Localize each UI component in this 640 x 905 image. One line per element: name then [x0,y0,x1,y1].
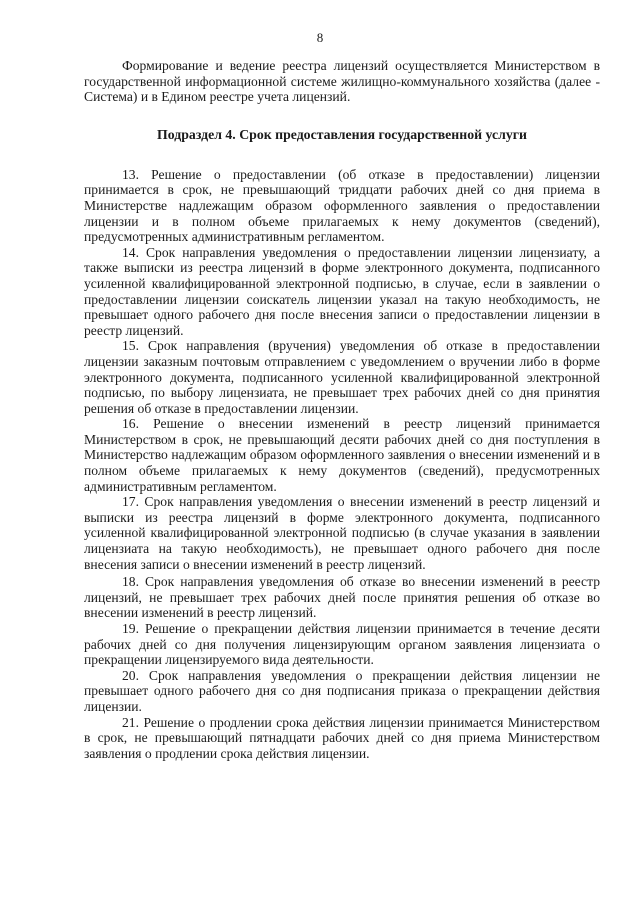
paragraph-15: 15. Срок направления (вручения) уведомления об отказе в предоставлении лицензии заказным почтовым отправлением с уведомлением о вручении либо в форме электронного документа, подписанного усиленной квалифицированной электронной подписью, по выбору лицензиата, не превышает трех рабочих дней со дня принятия решения об отказе в предоставлении лицензии. [84,338,600,416]
section-heading: Подраздел 4. Срок предоставления государственной услуги [157,126,527,142]
intro-paragraph: Формирование и ведение реестра лицензий осуществляется Министерством в государственной информационной системе жилищно-коммунального хозяйства (далее - Система) и в Едином реестре учета лицензий. [84,58,600,105]
paragraph-21: 21. Решение о продлении срока действия лицензии принимается Министерством в срок, не превышающий пятнадцати рабочих дней со дня приема Министерством заявления о продлении срока действия лицензии. [84,714,600,761]
paragraph-20: 20. Срок направления уведомления о прекращении действия лицензии не превышает одного рабочего дня со дня подписания приказа о прекращении действия лицензии. [84,667,600,714]
page-number: 8 [316,30,324,45]
paragraph-18: 18. Срок направления уведомления об отказе во внесении изменений в реестр лицензий, не превышает трех рабочих дней после принятия решения об отказе во внесении изменений в реестр лицензий. [84,574,600,621]
paragraph-17: 17. Срок направления уведомления о внесении изменений в реестр лицензий и выписки из реестра лицензий в форме электронного документа, подписанного усиленной квалифицированной электронной подписью (в случае указания в заявлении лицензиата на такую необходимость), не превышает одного рабочего дня после внесения записи о внесении изменений в реестр лицензий. [84,494,600,572]
document-body [84,58,600,761]
paragraph-16: 16. Решение о внесении изменений в реестр лицензий принимается Министерством в срок, не превышающий десяти рабочих дней со дня поступления в Министерство надлежащим образом оформленного заявления о внесении изменений и в полном объеме прилагаемых к нему документов (сведений), предусмотренных административным регламентом. [84,416,600,494]
paragraph-13: 13. Решение о предоставлении (об отказе в предоставлении) лицензии принимается в срок, не превышающий тридцати рабочих дней со дня приема в Министерстве надлежащим образом оформленного заявления о предоставлении лицензии и в полном объеме прилагаемых к нему документов (сведений), предусмотренных административным регламентом. [84,166,600,245]
paragraph-19: 19. Решение о прекращении действия лицензии принимается в течение десяти рабочих дней со дня получения лицензирующим органом заявления лицензиата о прекращении лицензируемого вида деятельности. [84,621,600,668]
paragraph-14: 14. Срок направления уведомления о предоставлении лицензии лицензиату, а также выписки из реестра лицензий в форме электронного документа, подписанного усиленной квалифицированной электронной подписью, в случае, если в заявлении о предоставлении лицензии соискатель лицензии указал на такую необходимость, не превышает одного рабочего дня после внесения записи о предоставлении лицензии в реестр лицензий. [84,244,600,338]
